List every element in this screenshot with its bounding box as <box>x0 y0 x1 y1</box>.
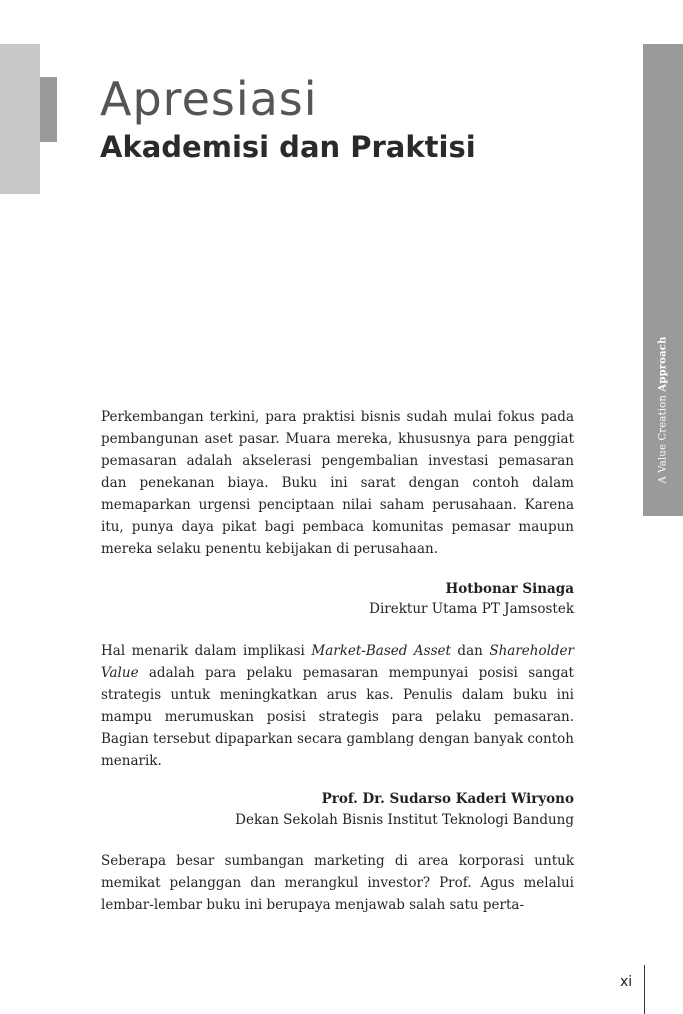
side-tab-label <box>658 336 669 483</box>
testimonial-2-text <box>101 640 574 772</box>
testimonial-3-text: Seberapa besar sumbangan marketing di area korporasi untuk memikat pelanggan dan merangkul investor? Prof. Agus melalui lembar-lembar buku ini berupaya menjawab salah satu perta- <box>101 853 574 913</box>
testimonial-1-role: Direktur Utama PT Jamsostek <box>369 601 574 617</box>
testimonial-2-name: Prof. Dr. Sudarso Kaderi Wiryono <box>321 791 574 807</box>
page-number-divider <box>644 965 645 1014</box>
testimonial-2-text-intro: Hal menarik dalam implikasi <box>101 643 312 659</box>
testimonial-1-name: Hotbonar Sinaga <box>445 581 574 597</box>
left-accent-bar <box>40 77 57 142</box>
side-tab-label-bold: Approach <box>657 336 669 392</box>
testimonial-2-term-2: Shareholder Value <box>101 643 574 681</box>
testimonial-2-text-mid: dan <box>450 643 490 659</box>
testimonial-2-role: Dekan Sekolah Bisnis Institut Teknologi Bandung <box>235 812 574 828</box>
page-number: xi <box>620 974 633 990</box>
left-decorative-bar <box>0 44 40 194</box>
testimonial-1-text: Perkembangan terkini, para praktisi bisnis sudah mulai fokus pada pembangunan aset pasar. Muara mereka, khususnya para penggiat pemasaran adalah akselerasi pengembalian investasi pemasaran dan penekanan biaya. Buku ini sarat dengan contoh dalam memaparkan urgensi penciptaan nilai saham perusahaan. Karena itu, punya daya pikat bagi pembaca komunitas pemasar maupun mereka selaku penentu kebijakan di perusahaan. <box>101 409 574 557</box>
testimonial-2-term-1: Market-Based Asset <box>311 643 451 659</box>
page-title-light: Apresiasi <box>100 72 318 126</box>
testimonial-2-text-rest: adalah para pelaku pemasaran mempunyai posisi sangat strategis untuk meningkatkan arus kas. Penulis dalam buku ini mampu merumuskan posisi strategis para pelaku pemasaran. Bagian tersebut dipaparkan secara gamblang dengan banyak contoh menarik. <box>101 665 574 769</box>
side-tab-label-regular: A Value Creation <box>657 394 669 484</box>
page-title-bold: Akademisi dan Praktisi <box>100 130 476 164</box>
